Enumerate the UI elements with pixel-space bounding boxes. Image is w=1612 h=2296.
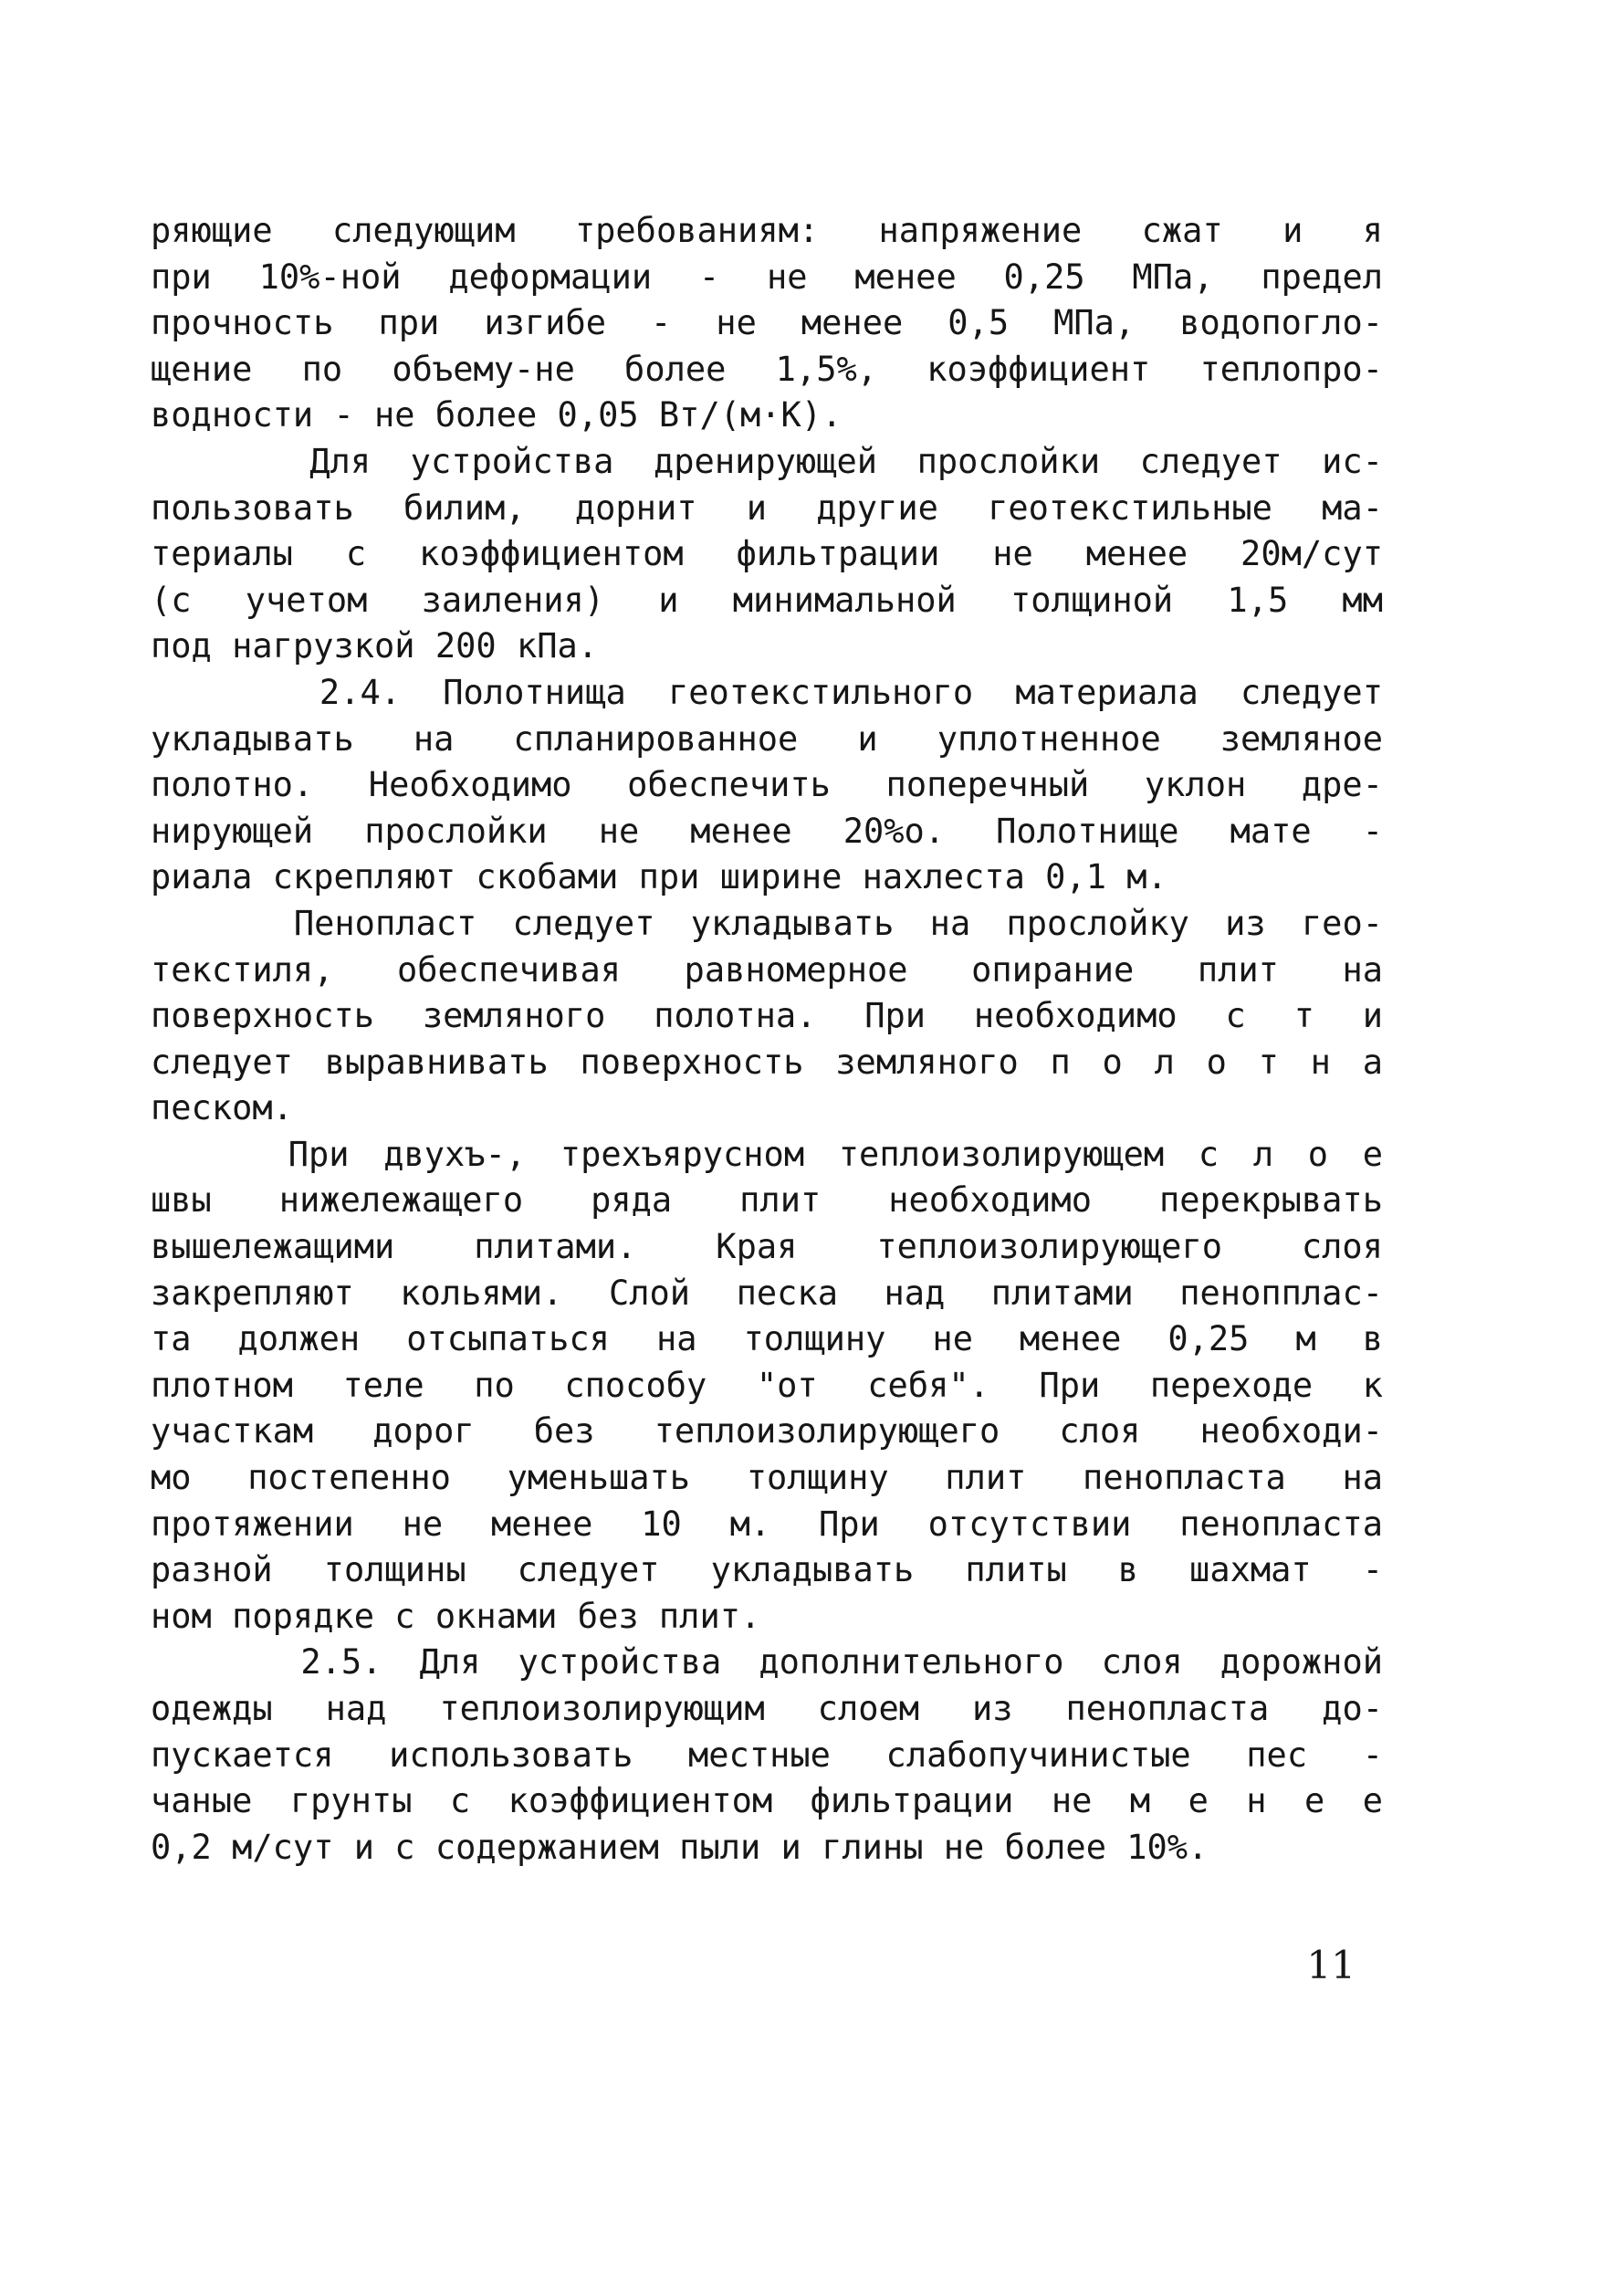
text-line: (с учетом заиления) и минимальной толщиной 1,5 мм	[151, 580, 1383, 620]
text-line: поверхность земляного полотна. При необходимо с т и	[151, 996, 1383, 1036]
text-line: водности - не более 0,05 Вт/(м·К).	[151, 395, 843, 435]
text-line: щение по объему-не более 1,5%, коэффициент теплопро-	[151, 349, 1383, 389]
text-line: риала скрепляют скобами при ширине нахлеста 0,1 м.	[151, 857, 1167, 897]
text-line: одежды над теплоизолирующим слоем из пенопласта до-	[151, 1689, 1383, 1728]
text-line: 2.4. Полотнища геотекстильного материала следует	[151, 672, 1383, 712]
text-line: Пенопласт следует укладывать на прослойку из гео-	[151, 903, 1383, 943]
text-line: следует выравнивать поверхность земляного п о л о т н а	[151, 1042, 1383, 1082]
text-line: плотном теле по способу "от себя". При переходе к	[151, 1365, 1383, 1405]
text-line: текстиля, обеспечивая равномерное опирание плит на	[151, 949, 1383, 990]
text-line: укладывать на спланированное и уплотненное земляное	[151, 718, 1383, 759]
text-line: прочность при изгибе - не менее 0,5 МПа, водопогло-	[151, 303, 1383, 343]
page-number: 11	[1306, 1943, 1356, 1987]
body-text	[151, 208, 1383, 1871]
text-line: швы нижележащего ряда плит необходимо перекрывать	[151, 1180, 1383, 1221]
text-line: разной толщины следует укладывать плиты в шахмат -	[151, 1550, 1383, 1590]
text-line: ряющие следующим требованиям: напряжение сжат и я	[151, 211, 1383, 250]
text-line: Для устройства дренирующей прослойки следует ис-	[151, 441, 1383, 481]
text-line: вышележащими плитами. Края теплоизолирующего слоя	[151, 1227, 1383, 1267]
text-line: пускается использовать местные слабопучинистые пес -	[151, 1735, 1383, 1775]
text-line: песком.	[151, 1088, 293, 1128]
text-line: полотно. Необходимо обеспечить поперечный уклон дре-	[151, 765, 1383, 805]
text-line: нирующей прослойки не менее 20%о. Полотнище мате -	[151, 811, 1383, 851]
text-line: 0,2 м/сут и с содержанием пыли и глины не более 10%.	[151, 1827, 1209, 1867]
text-line: ном порядке с окнами без плит.	[151, 1596, 761, 1636]
text-line: 2.5. Для устройства дополнительного слоя дорожной	[151, 1642, 1383, 1683]
text-line: закрепляют кольями. Слой песка над плитами пенопплас-	[151, 1273, 1383, 1313]
text-line: протяжении не менее 10 м. При отсутствии пенопласта	[151, 1504, 1383, 1544]
text-line: чаные грунты с коэффициентом фильтрации не м е н е е	[151, 1781, 1383, 1821]
text-line: та должен отсыпаться на толщину не менее 0,25 м в	[151, 1319, 1383, 1359]
text-line: териалы с коэффициентом фильтрации не менее 20м/сут	[151, 534, 1383, 574]
text-line: пользовать билим, дорнит и другие геотекстильные ма-	[151, 488, 1383, 528]
text-line: под нагрузкой 200 кПа.	[151, 626, 599, 666]
text-line: При двухъ-, трехъярусном теплоизолирующем с л о е	[151, 1134, 1383, 1174]
text-line: при 10%-ной деформации - не менее 0,25 МПа, предел	[151, 257, 1383, 297]
text-line: мо постепенно уменьшать толщину плит пенопласта на	[151, 1458, 1383, 1498]
text-line: участкам дорог без теплоизолирующего слоя необходи-	[151, 1411, 1383, 1452]
